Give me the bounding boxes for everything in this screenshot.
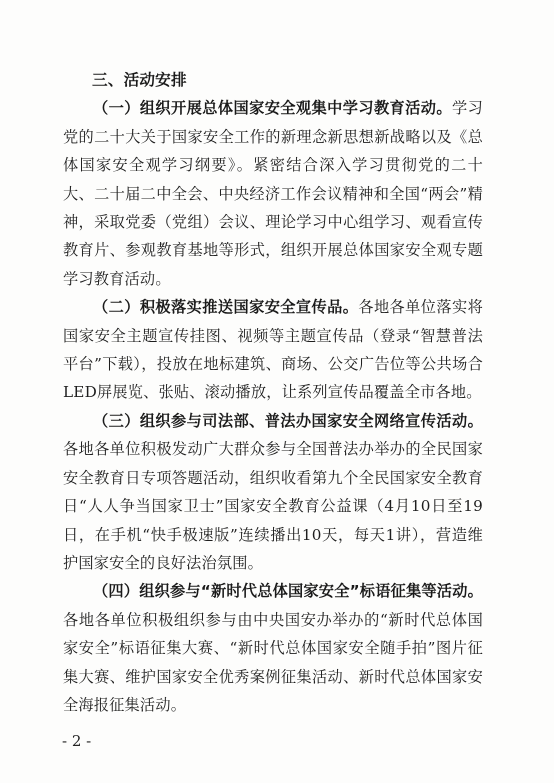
paragraph-3 (63, 407, 483, 577)
paragraph-2-title: （二）积极落实推送国家安全宣传品。 (93, 298, 359, 317)
section-heading: 三、活动安排 (92, 71, 187, 89)
paragraph-4 (63, 577, 483, 719)
paragraph-2-body: 各地各单位落实将国家安全主题宣传挂图、视频等主题宣传品（登录“智慧普法平台”下载），投放在地标建筑、商场、公交广告位等公共场合LED屏展览、张贴、滚动播放，让系列宣传品覆盖全市各地。 (63, 298, 483, 402)
document-content (63, 66, 483, 719)
paragraph-2 (63, 293, 483, 407)
paragraph-1-body: 学习党的二十大关于国家安全工作的新理念新思想新战略以及《总体国家安全观学习纲要》。紧密结合深入学习贯彻党的二十大、二十届二中全会、中央经济工作会议精神和全国“两会”精神，采取党委（党组）会议、理论学习中心组学习、观看宣传教育片、参观教育基地等形式，组织开展总体国家安全观专题学习教育活动。 (63, 99, 483, 288)
paragraph-3-title: （三）组织参与司法部、普法办国家安全网络宣传活动。 (93, 411, 483, 430)
paragraph-4-title: （四）组织参与“新时代总体国家安全”标语征集等活动。 (93, 582, 483, 601)
paragraph-1 (63, 94, 483, 293)
paragraph-4-body: 各地各单位积极组织参与由中央国安办举办的“新时代总体国家安全”标语征集大赛、“新时代总体国家安全随手拍”图片征集大赛、维护国家安全优秀案例征集活动、新时代总体国家安全海报征集活动。 (63, 610, 483, 714)
paragraph-1-title: （一）组织开展总体国家安全观集中学习教育活动。 (93, 99, 452, 118)
page-number: - 2 - (62, 732, 92, 750)
paragraph-3-body: 各地各单位积极发动广大群众参与全国普法办举办的全民国家安全教育日专项答题活动，组织收看第九个全民国家安全教育日“人人争当国家卫士”国家安全教育公益课（4月10日至19日，在手机“快手极速版”连续播出10天，每天1讲），营造维护国家安全的良好法治氛围。 (63, 440, 483, 572)
